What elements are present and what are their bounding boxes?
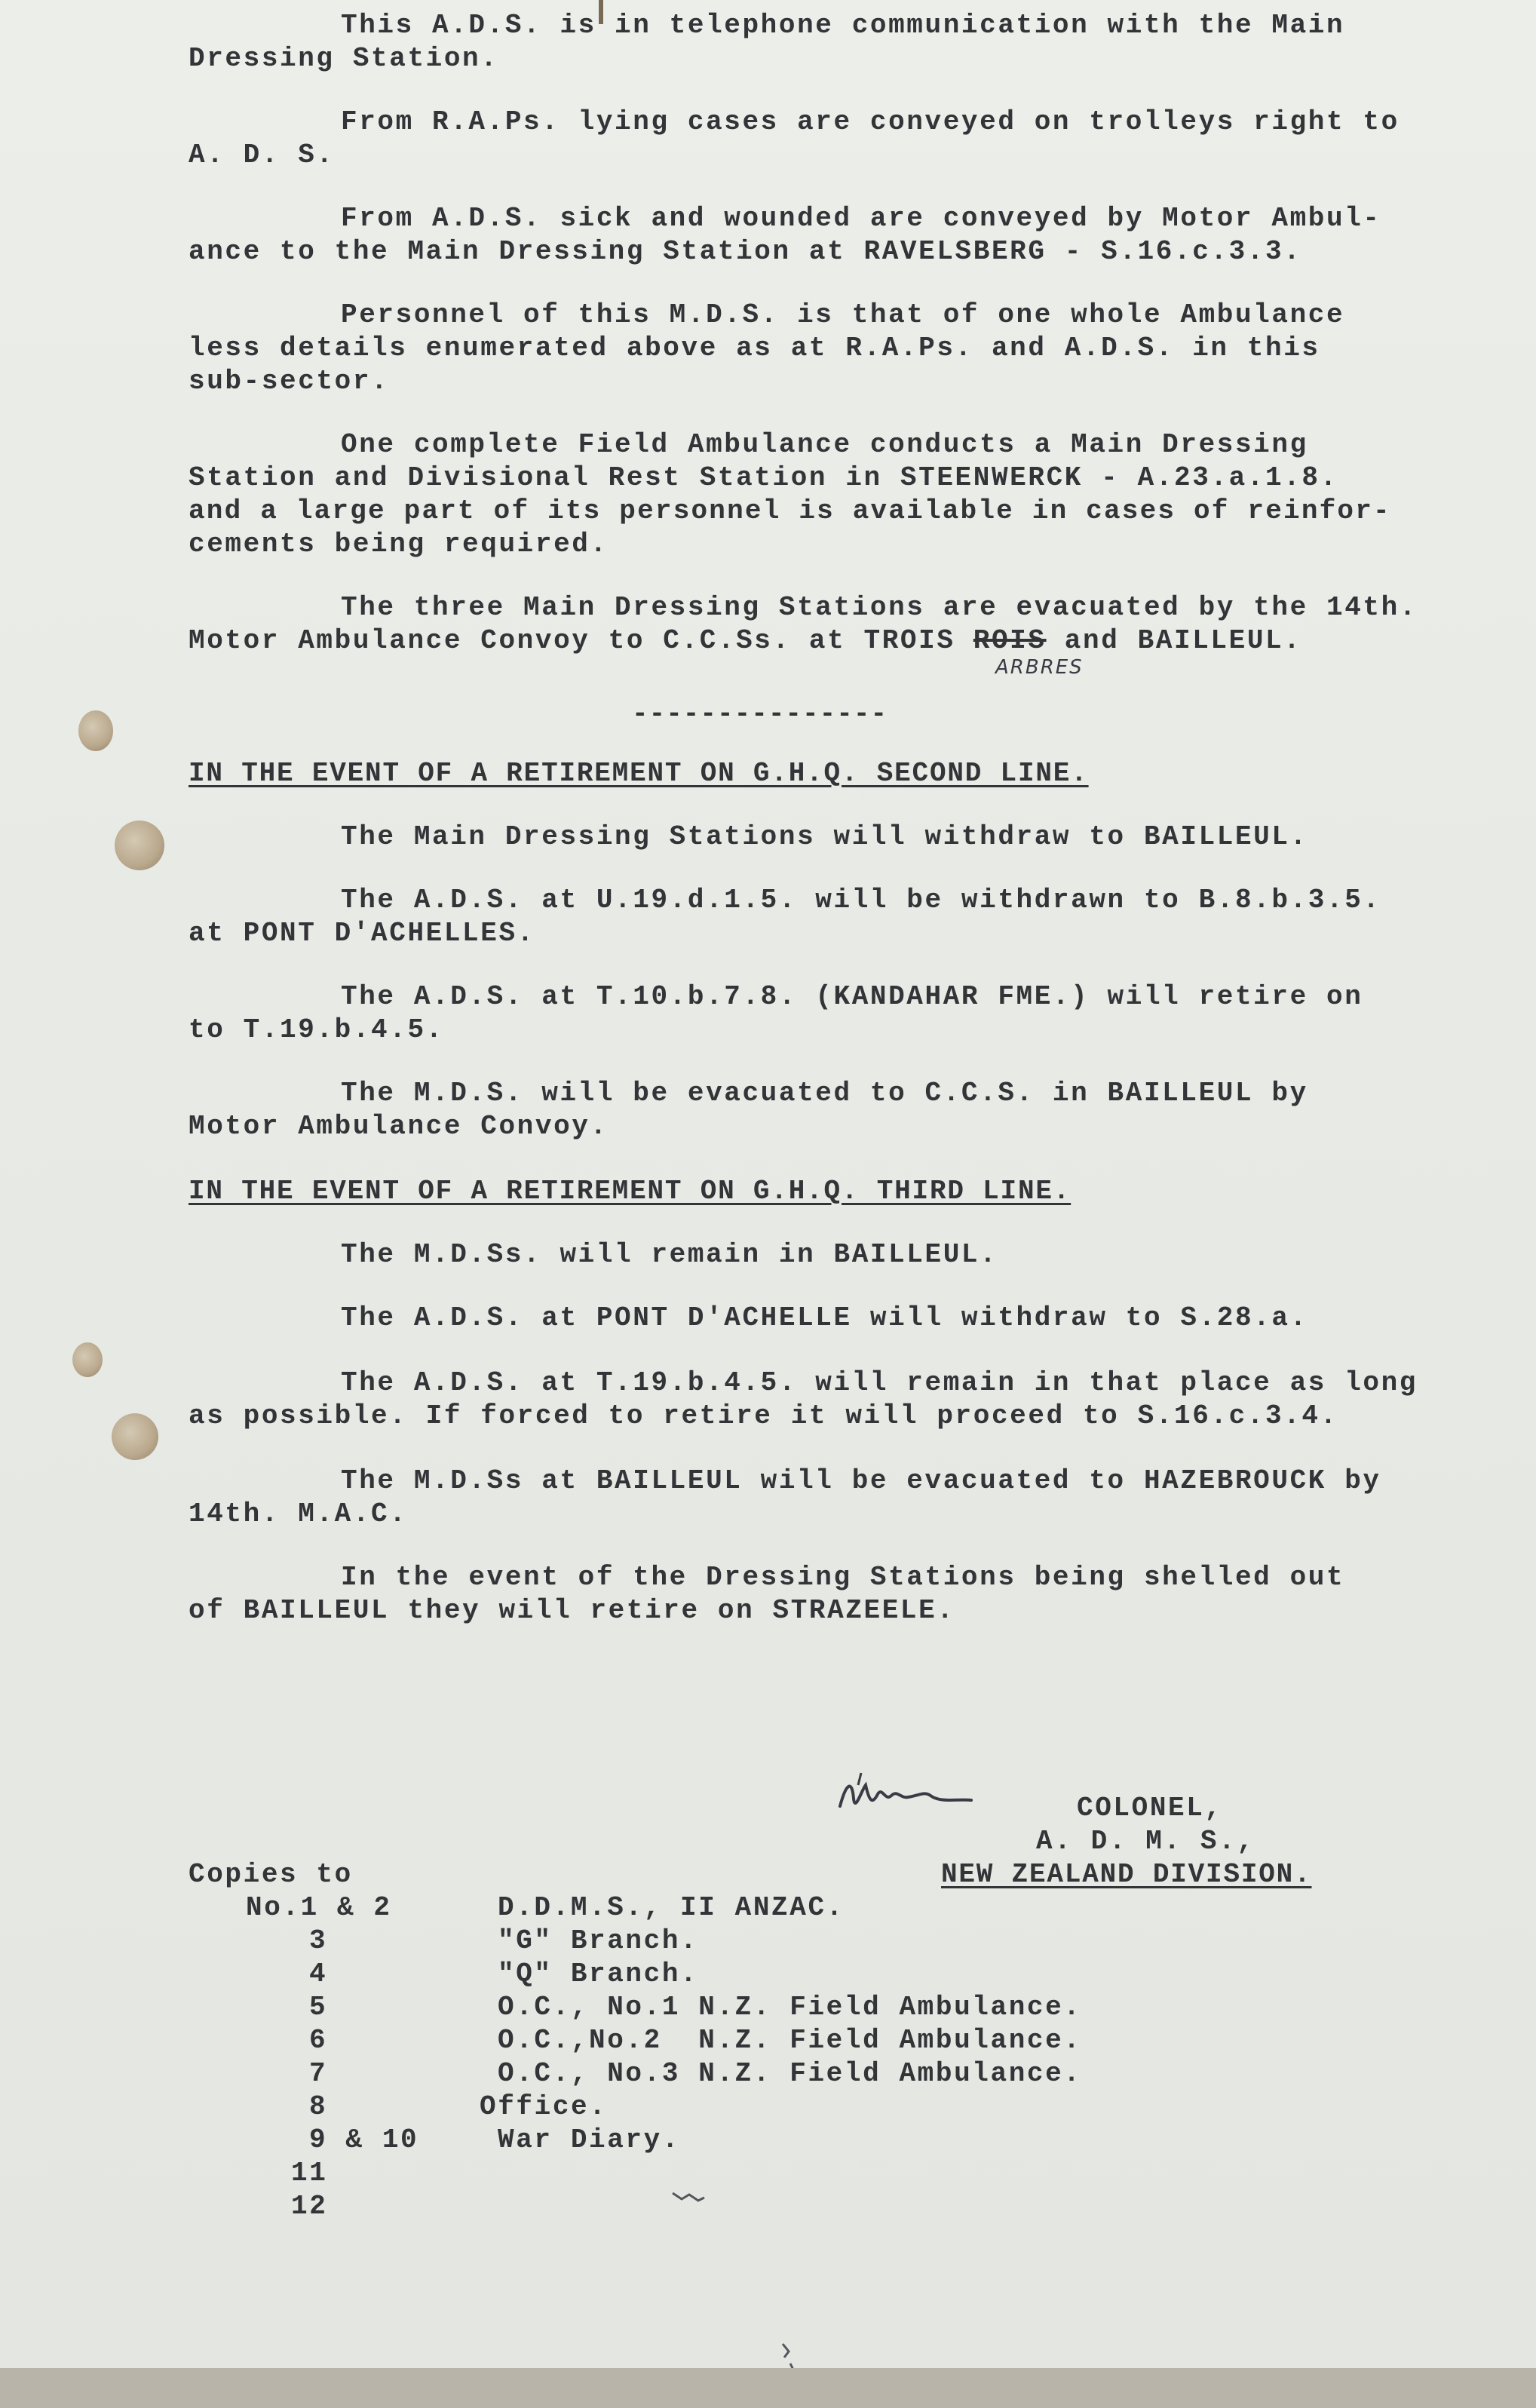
s3-para1: The M.D.Ss. will remain in BAILLEUL. xyxy=(341,1239,998,1270)
copy-number: 9 & 10 xyxy=(309,2124,419,2155)
struck-word: ROIS xyxy=(973,625,1047,656)
copy-number: 5 xyxy=(309,1992,328,2023)
copy-recipient: O.C., No.3 N.Z. Field Ambulance. xyxy=(498,2058,1082,2089)
s2-para1: The Main Dressing Stations will withdraw to BAILLEUL. xyxy=(341,821,1308,852)
copy-number: No.1 & 2 xyxy=(246,1892,392,1923)
s3-para5-line2: of BAILLEUL they will retire on STRAZEELE. xyxy=(189,1595,955,1626)
copy-recipient: "Q" Branch. xyxy=(498,1959,699,1989)
s2-para2-line2: at PONT D'ACHELLES. xyxy=(189,918,535,949)
copy-number: 12 xyxy=(291,2191,328,2222)
para4-line2: less details enumerated above as at R.A.Ps. and A.D.S. in this xyxy=(189,333,1320,364)
ink-mark xyxy=(778,2341,801,2371)
handwritten-signature xyxy=(835,1768,1062,1821)
para6-line1: The three Main Dressing Stations are evacuated by the 14th. xyxy=(341,592,1418,623)
ink-mark xyxy=(596,0,606,30)
punch-hole xyxy=(78,710,113,751)
copy-number: 4 xyxy=(309,1959,328,1989)
copy-number: 8 xyxy=(309,2091,328,2122)
copy-number: 7 xyxy=(309,2058,328,2089)
s3-para4-line2: 14th. M.A.C. xyxy=(189,1498,408,1529)
signature-unit: NEW ZEALAND DIVISION. xyxy=(941,1859,1312,1890)
para1-line1: This A.D.S. is in telephone communication with the Main xyxy=(341,10,1345,41)
para4-line1: Personnel of this M.D.S. is that of one whole Ambulance xyxy=(341,299,1345,330)
s2-para4-line2: Motor Ambulance Convoy. xyxy=(189,1111,609,1142)
copy-recipient: O.C., No.1 N.Z. Field Ambulance. xyxy=(498,1992,1082,2023)
para3-line2: ance to the Main Dressing Station at RAVELSBERG - S.16.c.3.3. xyxy=(189,236,1302,267)
para5-line1: One complete Field Ambulance conducts a Main Dressing xyxy=(341,429,1308,460)
handwritten-insert: ARBRES xyxy=(995,656,1084,679)
para3-line1: From A.D.S. sick and wounded are conveyed by Motor Ambul- xyxy=(341,203,1381,234)
copy-recipient: O.C.,No.2 N.Z. Field Ambulance. xyxy=(498,2025,1082,2056)
s3-para5-line1: In the event of the Dressing Stations being shelled out xyxy=(341,1562,1345,1593)
punch-hole xyxy=(72,1342,103,1377)
copy-number: 6 xyxy=(309,2025,328,2056)
heading-third-line: IN THE EVENT OF A RETIREMENT ON G.H.Q. THIRD LINE. xyxy=(189,1176,1072,1207)
signature-title: A. D. M. S., xyxy=(1036,1826,1255,1857)
para1-line2: Dressing Station. xyxy=(189,43,499,74)
copy-recipient: War Diary. xyxy=(498,2124,681,2155)
copy-recipient: D.D.M.S., II ANZAC. xyxy=(498,1892,845,1923)
copy-number: 11 xyxy=(291,2158,328,2189)
para6-line2-start: Motor Ambulance Convoy to C.C.Ss. at TROIS xyxy=(189,625,973,656)
heading-second-line: IN THE EVENT OF A RETIREMENT ON G.H.Q. SECOND LINE. xyxy=(189,758,1089,789)
ink-mark xyxy=(670,2186,707,2208)
copies-heading: Copies to xyxy=(189,1859,353,1890)
para2-line1: From R.A.Ps. lying cases are conveyed on trolleys right to xyxy=(341,106,1400,137)
section-divider: --------------- xyxy=(632,698,888,729)
para5-line2: Station and Divisional Rest Station in STEENWERCK - A.23.a.1.8. xyxy=(189,462,1338,493)
para6-line2 xyxy=(189,624,1301,658)
para6-line2-end: and BAILLEUL. xyxy=(1046,625,1302,656)
s2-para4-line1: The M.D.S. will be evacuated to C.C.S. in BAILLEUL by xyxy=(341,1078,1308,1109)
s3-para2: The A.D.S. at PONT D'ACHELLE will withdraw to S.28.a. xyxy=(341,1302,1308,1333)
copy-recipient: Office. xyxy=(480,2091,608,2122)
punch-hole xyxy=(112,1413,158,1460)
copy-number: 3 xyxy=(309,1925,328,1956)
page-background-edge xyxy=(0,2368,1536,2408)
para5-line4: cements being required. xyxy=(189,529,609,560)
punch-hole xyxy=(115,821,164,870)
signature-rank: COLONEL, xyxy=(1077,1793,1223,1824)
s3-para3-line2: as possible. If forced to retire it will proceed to S.16.c.3.4. xyxy=(189,1400,1338,1431)
s2-para3-line1: The A.D.S. at T.10.b.7.8. (KANDAHAR FME.) will retire on xyxy=(341,981,1363,1012)
s3-para3-line1: The A.D.S. at T.19.b.4.5. will remain in that place as long xyxy=(341,1367,1418,1398)
para2-line2: A. D. S. xyxy=(189,140,335,170)
para5-line3: and a large part of its personnel is available in cases of reinfor- xyxy=(189,495,1391,526)
copy-recipient: "G" Branch. xyxy=(498,1925,699,1956)
para4-line3: sub-sector. xyxy=(189,366,390,397)
s2-para2-line1: The A.D.S. at U.19.d.1.5. will be withdrawn to B.8.b.3.5. xyxy=(341,885,1381,916)
s2-para3-line2: to T.19.b.4.5. xyxy=(189,1014,444,1045)
s3-para4-line1: The M.D.Ss at BAILLEUL will be evacuated to HAZEBROUCK by xyxy=(341,1465,1381,1496)
